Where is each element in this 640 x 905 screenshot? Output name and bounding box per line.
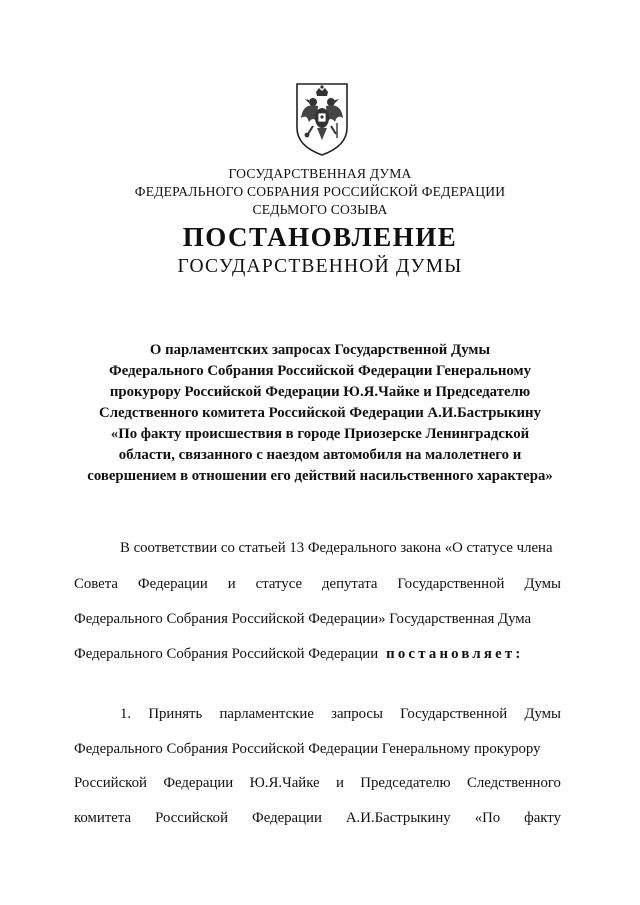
word: Государственной — [397, 576, 505, 592]
word: Федерации — [252, 810, 322, 826]
preamble-line-4 — [74, 646, 561, 663]
word: факту — [524, 810, 561, 826]
title-line: прокурору Российской Федерации Ю.Я.Чайке и Председателю — [109, 384, 531, 400]
word: парламентские — [219, 706, 314, 722]
word: Федерации — [137, 576, 208, 592]
preamble-line-3: Федерального Собрания Российской Федерации» Государственная Дума — [74, 611, 532, 627]
preamble-line-1: В соответствии со статьей 13 Федерального закона «О статусе члена — [120, 540, 553, 556]
title-line: Следственного комитета Российской Федерации А.И.Бастрыкину — [99, 405, 541, 421]
word: Принять — [148, 706, 203, 722]
title-line: области, связанного с наездом автомобиля на малолетнего и — [118, 447, 522, 463]
header-line-1: ГОСУДАРСТВЕННАЯ ДУМА — [228, 166, 412, 181]
header-line-3: СЕДЬМОГО СОЗЫВА — [252, 202, 388, 217]
word: Государственной — [400, 706, 508, 722]
word: Ю.Я.Чайке — [249, 775, 320, 791]
word: комитета — [74, 810, 132, 826]
clause-1-line-1 — [120, 706, 561, 723]
word: Председателю — [360, 775, 451, 791]
word: Думы — [524, 706, 561, 722]
word: депутата — [321, 576, 378, 592]
title-line: совершением в отношении его действий насильственного характера» — [87, 468, 553, 484]
word: статусе — [255, 576, 303, 592]
word: запросы — [331, 706, 383, 722]
clause-1-line-4 — [74, 810, 561, 827]
word: «По — [474, 810, 501, 826]
coat-of-arms-icon — [291, 78, 353, 158]
title-line: Федерального Собрания Российской Федерации Генеральному — [108, 363, 532, 379]
word: Российской — [74, 775, 147, 791]
word: и — [227, 576, 236, 592]
title-line: «По факту происшествия в городе Приозерске Ленинградской — [110, 426, 530, 442]
clause-1-line-3 — [74, 775, 561, 792]
resolves-keyword: постановляет: — [386, 646, 524, 662]
clause-number: 1. — [120, 706, 132, 722]
document-type: ПОСТАНОВЛЕНИЕ — [182, 222, 458, 252]
word: Думы — [524, 576, 561, 592]
preamble-line-2 — [74, 576, 561, 593]
word: Федерации — [163, 775, 234, 791]
preamble-line-4-text: Федерального Собрания Российской Федерации — [74, 646, 379, 662]
word: Следственного — [466, 775, 561, 791]
word: Российской — [155, 810, 229, 826]
title-line: О парламентских запросах Государственной Думы — [149, 342, 491, 358]
word: А.И.Бастрыкину — [345, 810, 451, 826]
clause-1-line-2: Федерального Собрания Российской Федерации Генеральному прокурору — [74, 741, 541, 757]
word: Совета — [74, 576, 118, 592]
document-issuer: ГОСУДАРСТВЕННОЙ ДУМЫ — [177, 256, 463, 277]
word: и — [335, 775, 344, 791]
header-line-2: ФЕДЕРАЛЬНОГО СОБРАНИЯ РОССИЙСКОЙ ФЕДЕРАЦИИ — [134, 184, 506, 199]
